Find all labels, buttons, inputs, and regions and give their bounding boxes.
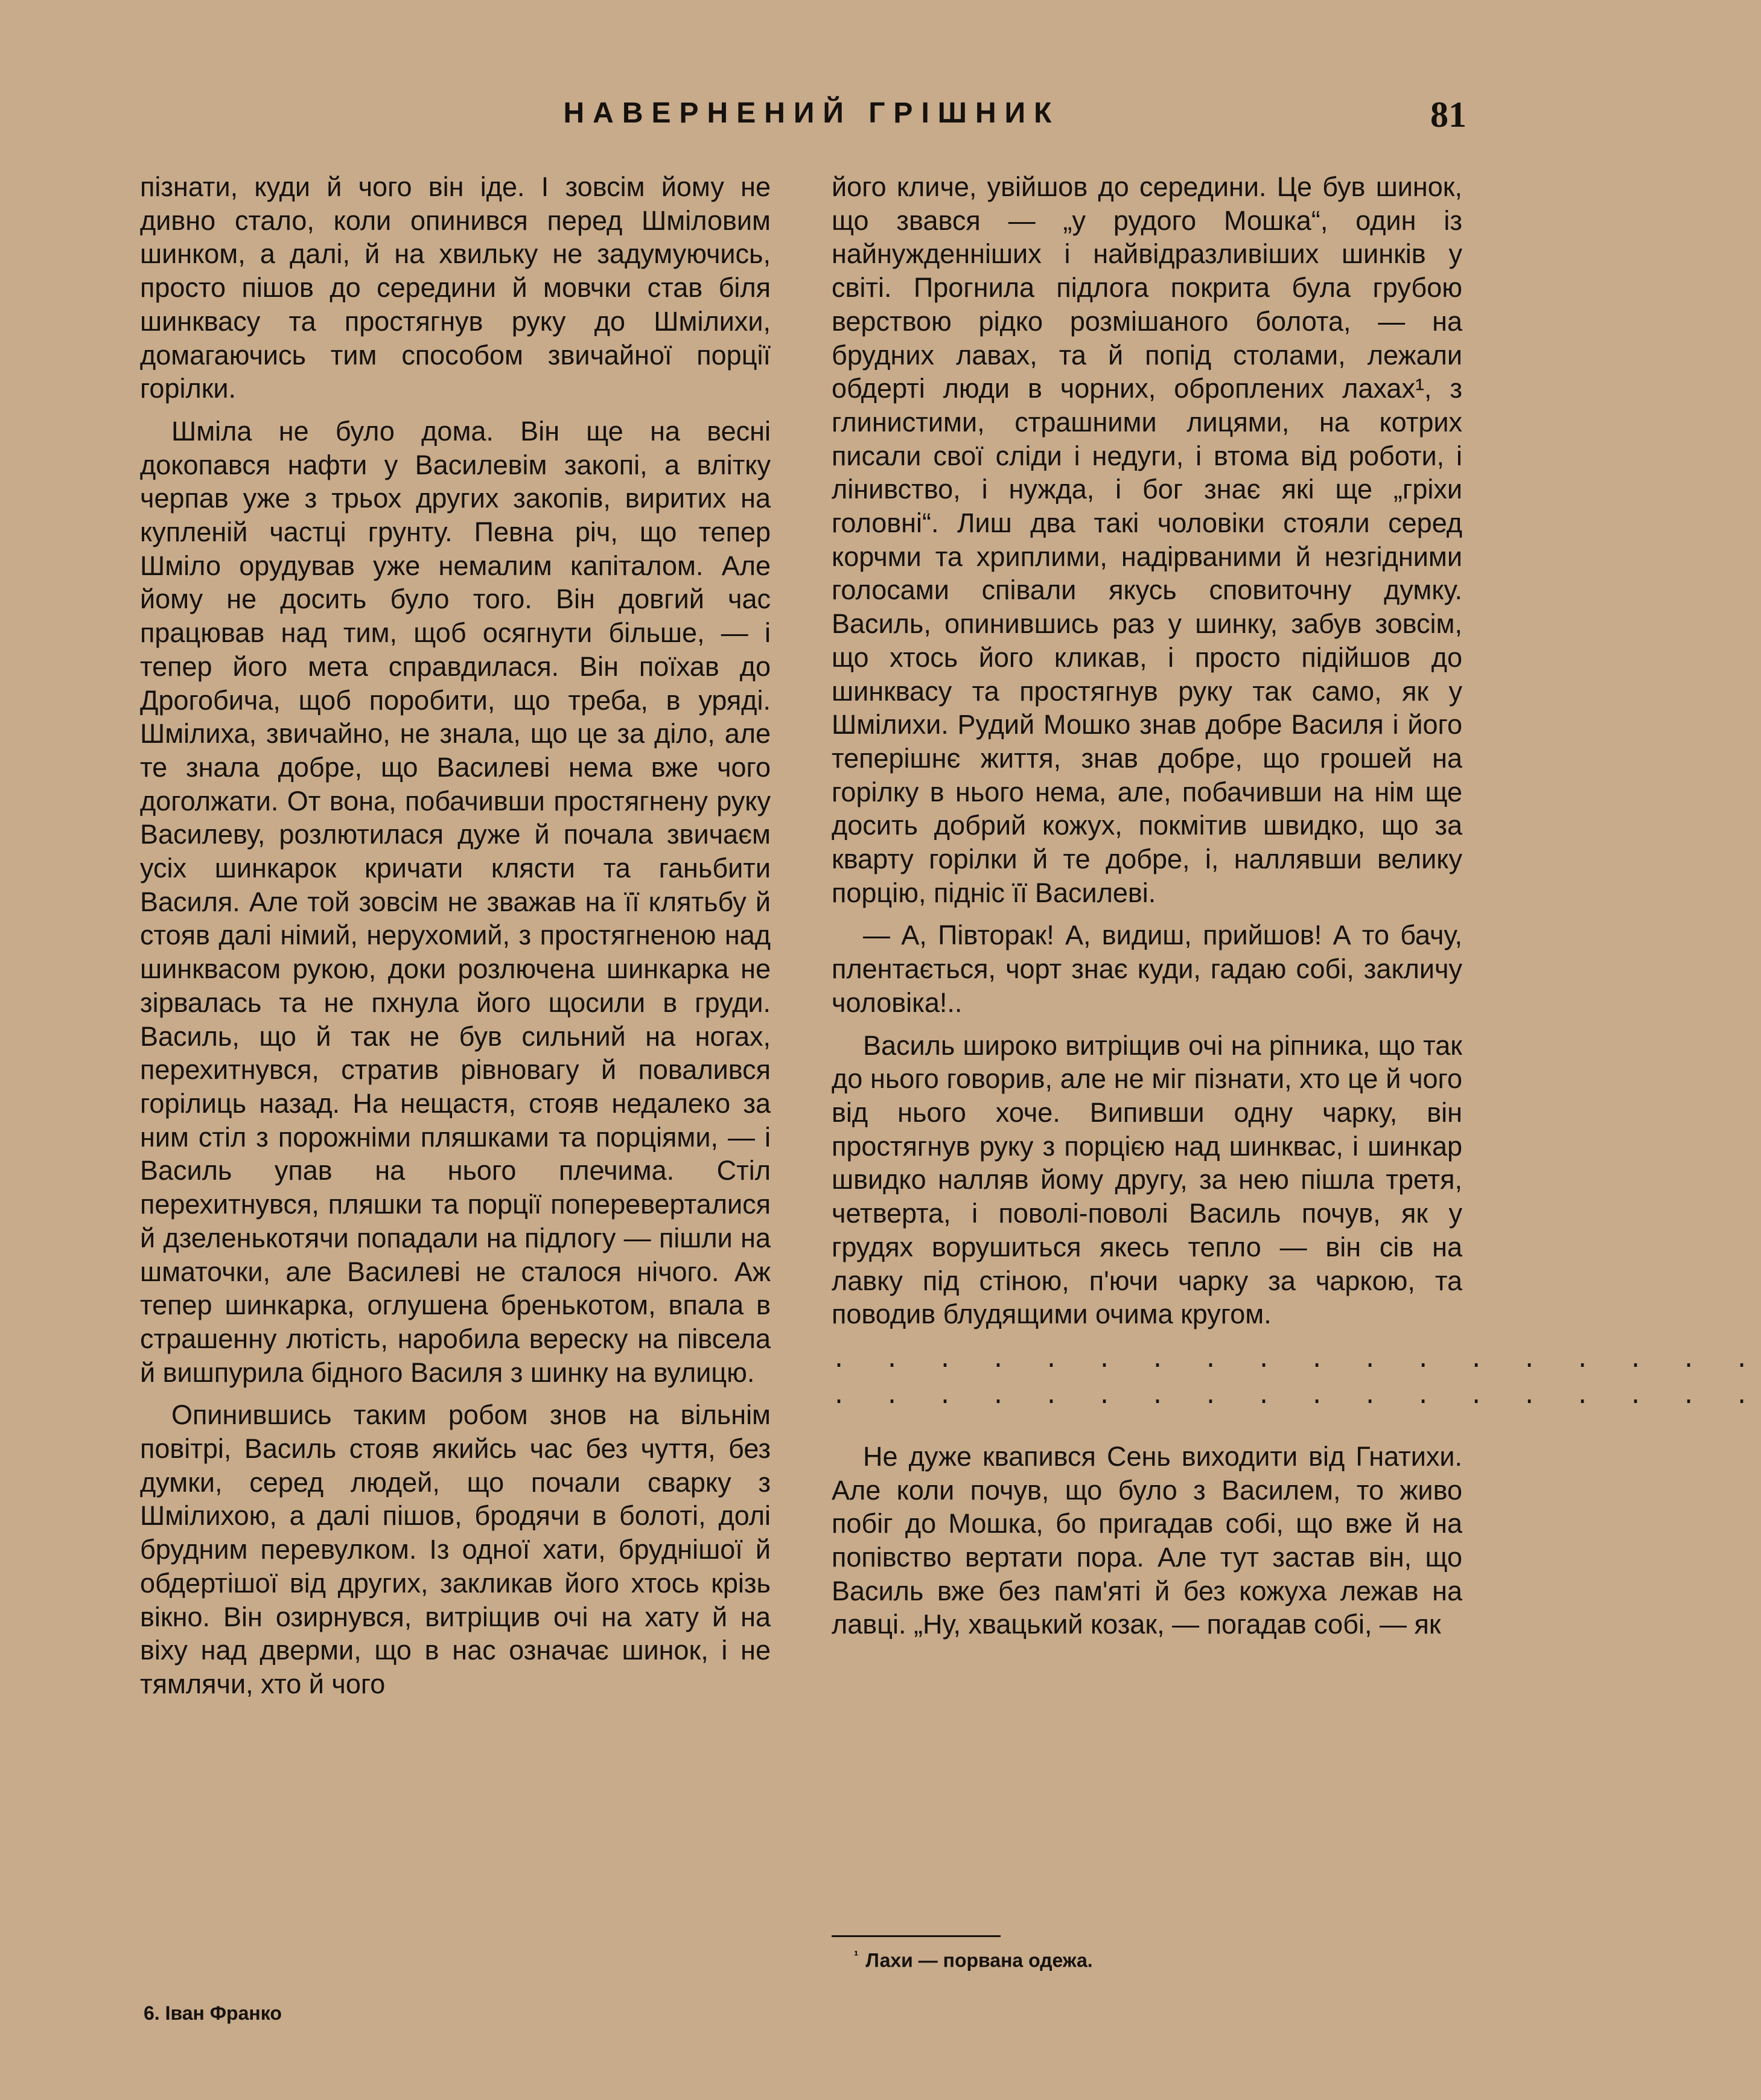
page-number: 81 (1430, 95, 1466, 135)
running-title: НАВЕРНЕНИЙ ГРІШНИК (563, 97, 1060, 129)
footnote-marker: ¹ (854, 1948, 859, 1963)
paragraph: Шміла не було дома. Він ще на весні докопався нафти у Василевім закопі, а влітку черпав уже з трьох других закопів, виритих на купленій частці грунту. Певна річ, що тепер Шміло орудував уже немалим капіталом. Але йому не досить було того. Він довгий час працював над тим, щоб осягнути більше, — і тепер його мета справдилася. Він поїхав до Дрогобича, щоб поробити, що треба, в уряді. Шмілиха, звичайно, не знала, що це за діло, але те знала добре, що Василеві нема вже чого доголжати. От вона, побачивши простягнену руку Василеву, розлютилася дуже й почала звичаєм усіх шинкарок кричати клясти та ганьбити Василя. Але той зовсім не зважав на її клятьбу й стояв далі німий, нерухомий, з простягненою над шинквасом рукою, доки розлючена шинкарка не зірвалась та не пхнула його щосили в груди. Василь, що й так не був сильний на ногах, перехитнувся, стратив рівновагу й повалився горілиць назад. На нещастя, стояв недалеко за ним стіл з порожніми пляшками та порціями, — і Василь упав на нього плечима. Стіл перехитнувся, пляшки та порції попереверталися й дзеленькотячи попадали на підлогу — пішли на шматочки, але Василеві не сталося нічого. Аж тепер шинкарка, оглушена бренькотом, впала в страшенну лютість, наробила вереску на півсела й вишпурила бідного Василя з шинку на вулицю. (140, 415, 771, 1388)
paragraph: пізнати, куди й чого він іде. І зовсім йому не дивно стало, коли опинився перед Шміловим шинком, а далі, й на хвильку не задумуючись, просто пішов до середини й мовчки став біля шинквасу та простягнув руку до Шмілихи, домагаючись тим способом звичайної порції горілки. (140, 171, 771, 404)
dots-line: . . . . . . . . . . . . . . . . . . (832, 1383, 1761, 1411)
paragraph: Василь широко витріщив очі на ріпника, що так до нього говорив, але не міг пізнати, хто це й чого від нього хоче. Випивши одну чарку, він простягнув руку з порцією над шинквас, і шинкар швидко налляв йому другу, за нею пішла третя, четверта, і поволі-поволі Василь почув, як у грудях ворушиться якесь тепло — він сів на лавку під стіною, п'ючи чарку за чаркою, та поводив блудящими очима кругом. (832, 1029, 1462, 1330)
paragraph: Опинившись таким робом знов на вільнім повітрі, Василь стояв якийсь час без чуття, без думки, серед людей, що почали сварку з Шмілихою, а далі пішов, бродячи в болоті, долі брудним перевулком. Із одної хати, бруднішої й обдертішої від других, закликав його хтось крізь вікно. Він озирнувся, витріщив очі на хату й на віху над дверми, що в нас означає шинок, і не тямлячи, хто й чого (140, 1399, 771, 1699)
paragraph: Не дуже квапився Сень виходити від Гнатихи. Але коли почув, що було з Василем, то живо побіг до Мошка, бо пригадав собі, що вже й на попівство вертати пора. Але тут застав він, що Василь вже без пам'яті й без кожуха лежав на лавці. „Ну, хвацький козак, — погадав собі, — як (832, 1440, 1462, 1640)
footnote (854, 1948, 1093, 1972)
signature-mark: 6. Іван Франко (144, 2002, 282, 2024)
dialogue-paragraph: — А, Півторак! А, видиш, прийшов! А то бачу, плентається, чорт знає куди, гадаю собі, закличу чоловіка!.. (832, 920, 1462, 1018)
section-break (832, 1343, 1761, 1416)
dots-line: . . . . . . . . . . . . . . . . . . (832, 1347, 1761, 1375)
footnote-text: Лахи — порвана одежа. (865, 1949, 1093, 1971)
paragraph: його кличе, увійшов до середини. Це був шинок, що звався — „у рудого Мошка“, один із найнужденніших і найвідразливіших шинків у світі. Прогнила підлога покрита була грубою верствою рідко розмішаного болота, — на брудних лавах, та й попід столами, лежали обдерті люди в чорних, оброплених лахах¹, з глинистими, страшними лицями, на котрих писали свої сліди і недуги, і втома від роботи, і лінивство, і нужда, і бог знає які ще „гріхи головні“. Лиш два такі чоловіки стояли серед корчми та хриплими, надірваними й незгідними голосами співали якусь сповиточну думку. Василь, опинившись раз у шинку, забув зовсім, що хтось його кликав, і просто підійшов до шинквасу та простягнув руку так само, як у Шмілихи. Рудий Мошко знав добре Василя і його теперішнє життя, знав добре, що грошей на горілку в нього нема, але, побачивши на нім ще досить добрий кожух, покмітив швидко, що за кварту горілки й те добре, і, наллявши велику порцію, підніс її Василеві. (832, 171, 1462, 908)
right-column (832, 170, 1761, 1641)
left-column (140, 170, 771, 1701)
footnote-divider (832, 1935, 1001, 1937)
page-header (151, 97, 1473, 145)
